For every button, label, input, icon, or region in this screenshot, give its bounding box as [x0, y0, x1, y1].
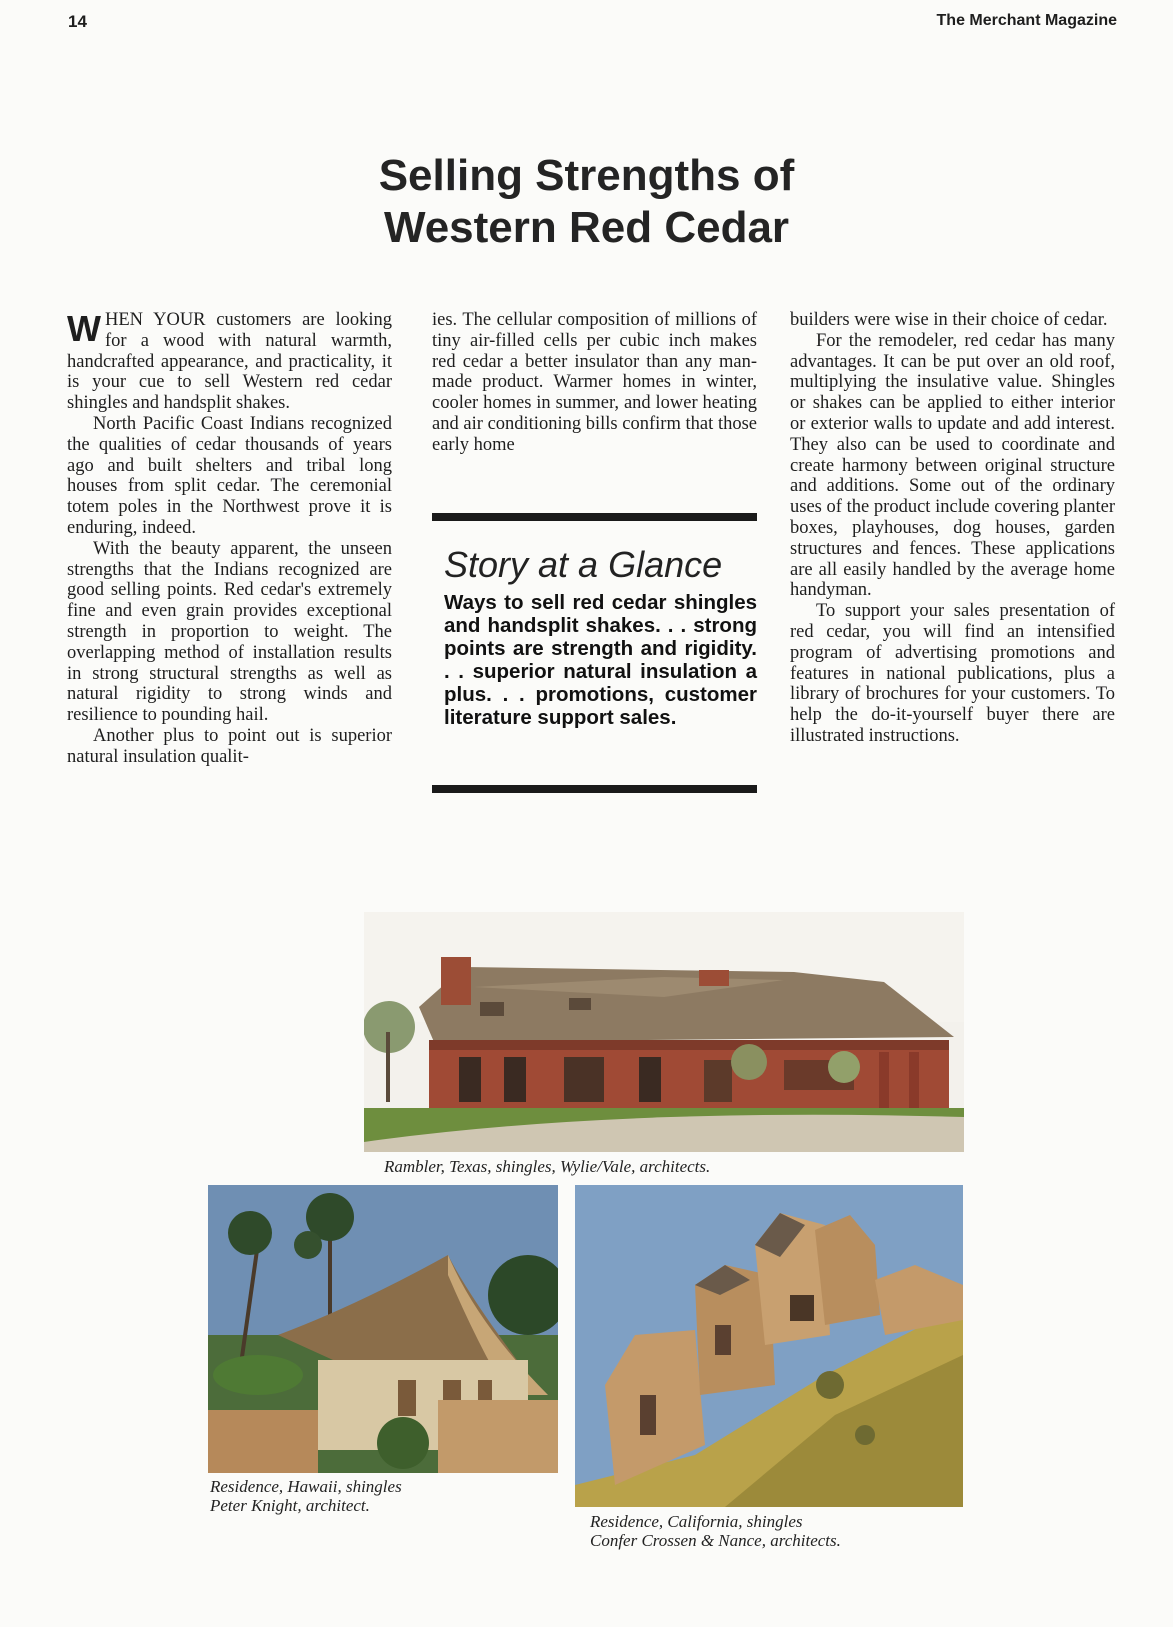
paragraph: With the beauty apparent, the unseen strengths that the Indians recognized are good selling points. Red cedar's extremely fine and even grain provides exceptional strength in proportion to weight. The overlapping method of installation results in strong structural strengths as well as natural rigidity to strong winds and resilience to pounding hail. [67, 538, 392, 726]
drop-cap: W [67, 308, 101, 349]
california-caption-line-2: Confer Crossen & Nance, architects. [590, 1531, 841, 1550]
story-at-a-glance-box [432, 513, 757, 793]
paragraph [67, 310, 392, 414]
hawaii-caption-line-2: Peter Knight, architect. [210, 1496, 370, 1515]
hawaii-residence-photo [208, 1185, 558, 1473]
california-caption [590, 1512, 841, 1550]
rambler-texas-photo [364, 912, 964, 1152]
title-line-1: Selling Strengths of [378, 151, 795, 200]
paragraph: To support your sales presentation of red cedar, you will find an intensified program of advertising promotions and features in national publications, plus a library of brochures for your customers. To help the do-it-yourself buyer there are illustrated instructions. [790, 601, 1115, 746]
publication-name: The Merchant Magazine [936, 12, 1117, 29]
paragraph: builders were wise in their choice of cedar. [790, 310, 1108, 330]
title-line-2: Western Red Cedar [383, 203, 790, 252]
california-caption-line-1: Residence, California, shingles [590, 1512, 803, 1531]
hawaii-caption [210, 1477, 402, 1515]
article-title [0, 150, 1173, 254]
glance-body: Ways to sell red cedar shingles and handsplit shakes. . . strong points are strength and rigidity. . . superior natural insulation a plus. . . promotions, customer literature support sales. [444, 591, 757, 729]
article-column-3 [790, 310, 1115, 747]
paragraph: ies. The cellular composition of millions of tiny air-filled cells per cubic inch makes red cedar a better insulator than any man-made product. Warmer homes in winter, cooler homes in summer, and lower heating and air conditioning bills confirm that those early home [432, 310, 757, 455]
california-residence-photo [575, 1185, 963, 1507]
paragraph: Another plus to point out is superior natural insulation qualit- [67, 725, 392, 767]
hawaii-caption-line-1: Residence, Hawaii, shingles [210, 1477, 402, 1496]
rambler-caption: Rambler, Texas, shingles, Wylie/Vale, architects. [384, 1157, 711, 1176]
page-number: 14 [68, 12, 87, 31]
paragraph-text: HEN YOUR customers are looking for a wood with natural warmth, handcrafted appearance, and practicality, it is your cue to sell Western red cedar shingles and handsplit shakes. [67, 310, 392, 414]
paragraph: North Pacific Coast Indians recognized the qualities of cedar thousands of years ago and built shelters and tribal long houses from split cedar. The ceremonial totem poles in the Northwest prove it is enduring, indeed. [67, 413, 392, 538]
glance-title: Story at a Glance [444, 544, 723, 585]
article-column-1 [67, 310, 392, 768]
article-column-2 [432, 310, 757, 456]
paragraph: For the remodeler, red cedar has many advantages. It can be put over an old roof, multiplying the insulative value. Shingles or shakes can be applied to either interior or exterior walls to update and add interest. They also can be used to coordinate and create harmony between original structure and additions. Some out of the ordinary uses of the product include covering planter boxes, playhouses, dog houses, garden structures and fences. These applications are all easily handled by the average home handyman. [790, 330, 1115, 601]
